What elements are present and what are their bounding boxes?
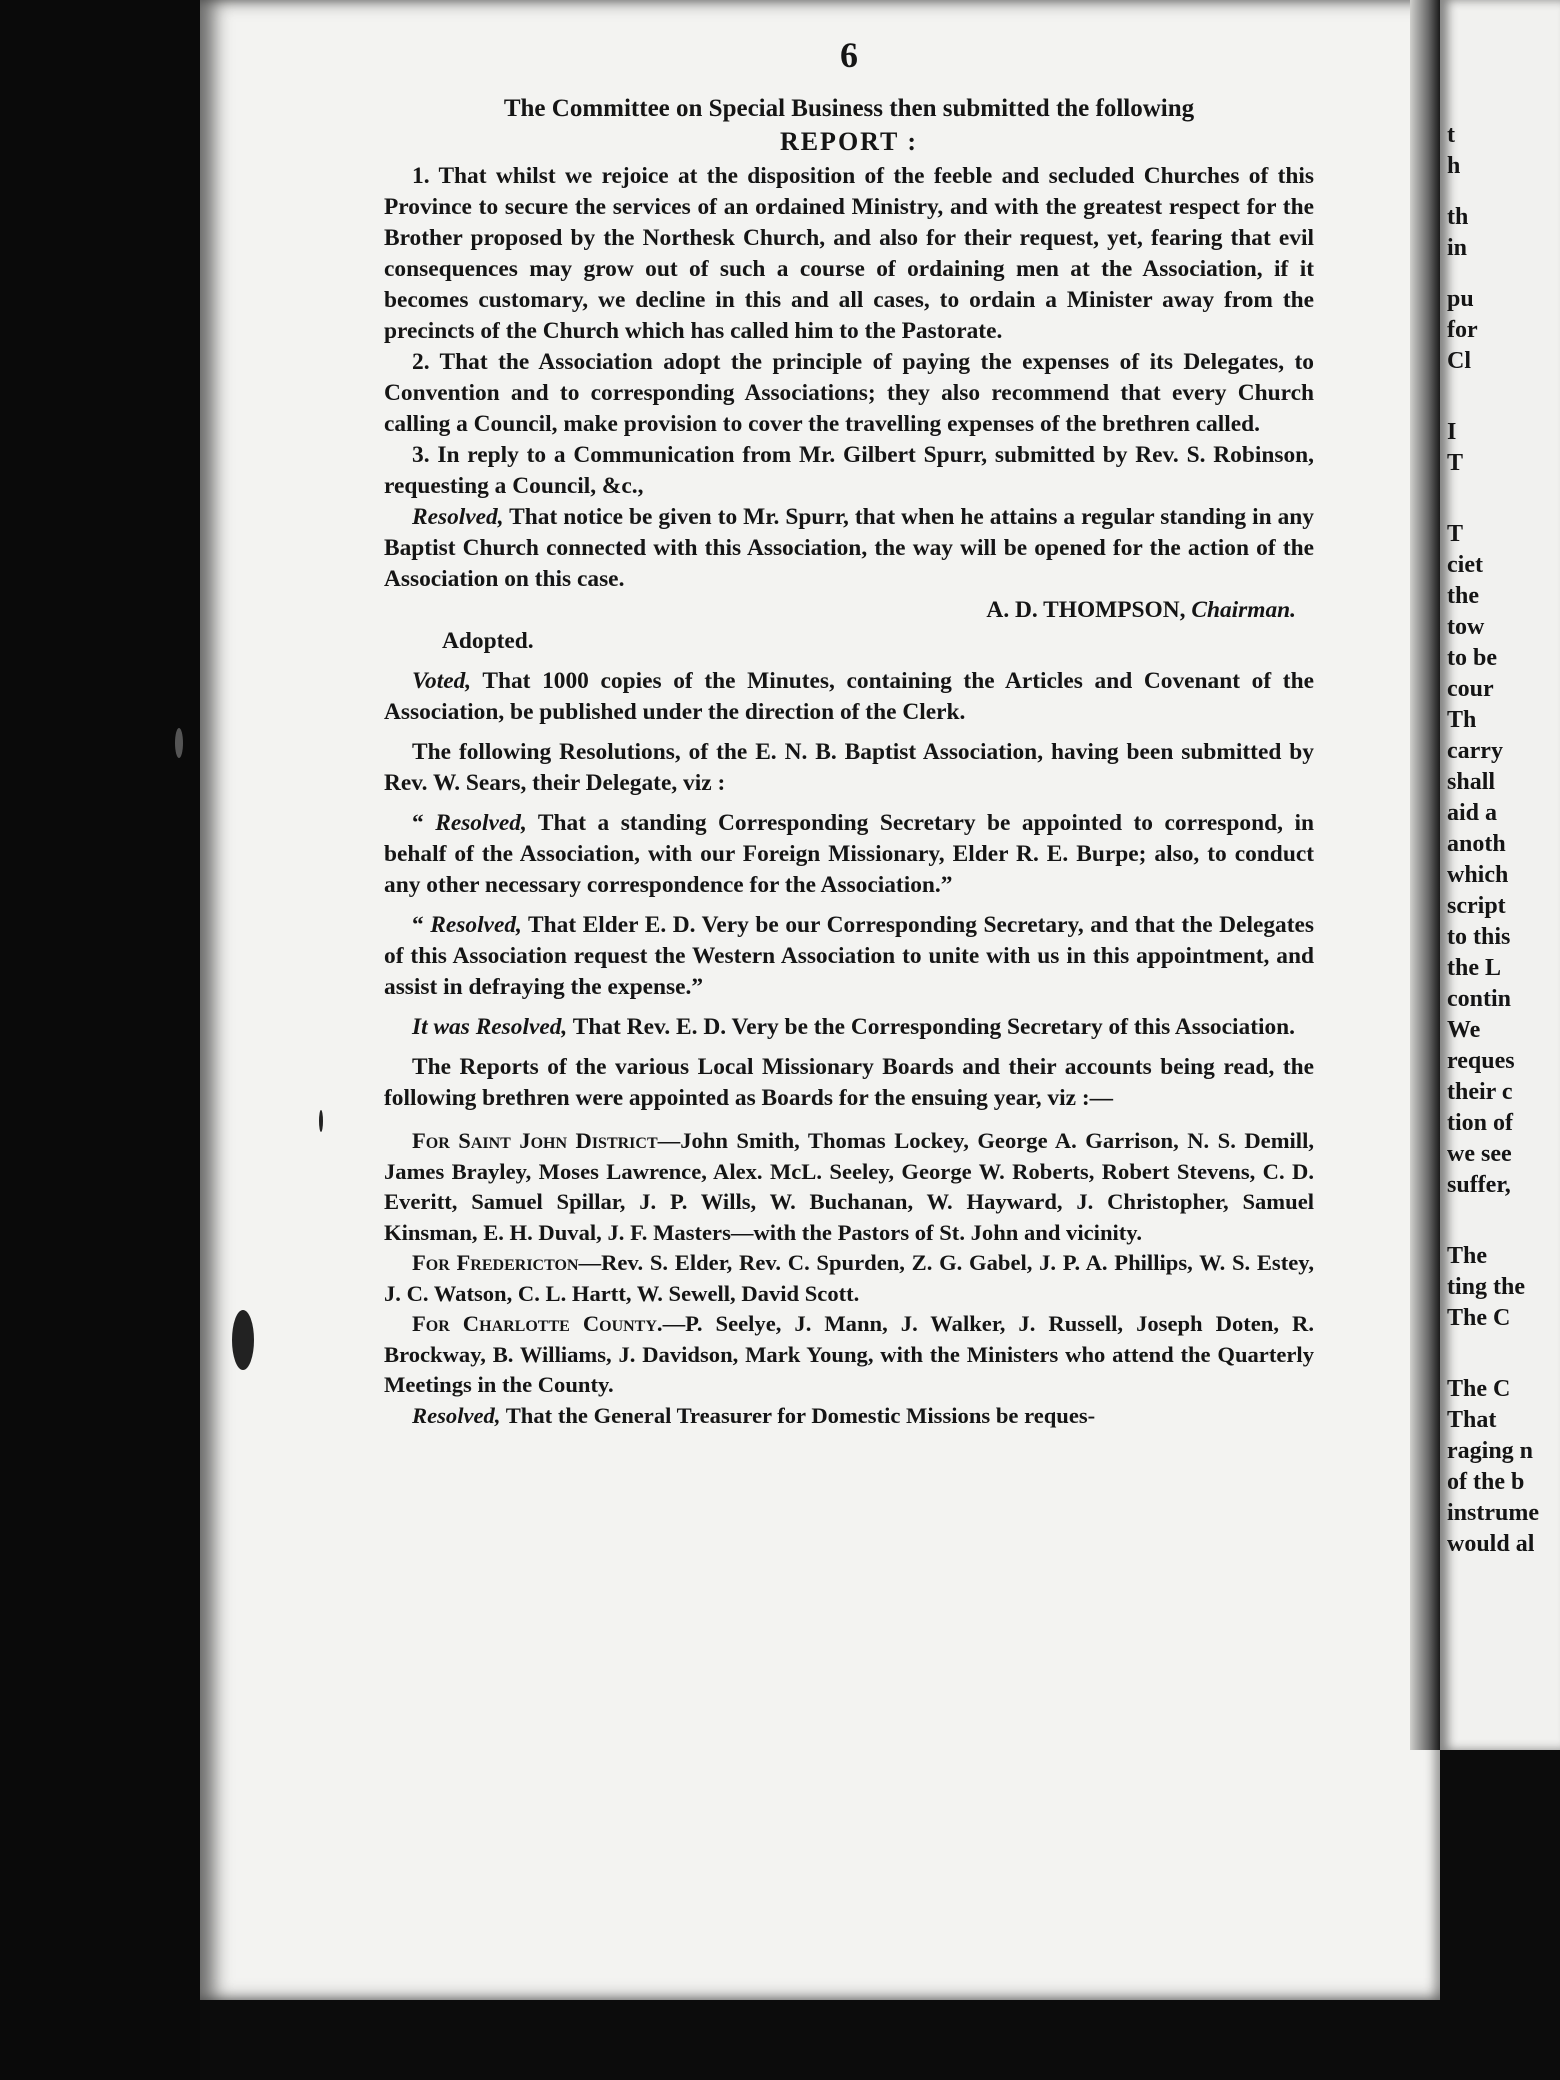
open-quote: “ [412,912,424,938]
adjacent-page-fragment [1447,499,1560,519]
adjacent-page-fragment: we see [1447,1141,1512,1167]
adjacent-page-fragment: T [1447,450,1464,476]
adjacent-page-fragment: We [1447,1017,1481,1043]
adjacent-page-fragment: T [1447,521,1464,547]
adjacent-page-fragment [1447,182,1560,202]
final-resolution [384,1401,1314,1432]
board-charlotte-county [384,1309,1314,1401]
voted-paragraph [384,666,1314,728]
resolution-text: That a standing Corresponding Secretary be appointed to correspond, in behalf of the Association, with our Foreign Missionary, Elder R. E. Burpe; also, to conduct any other necessary correspondence for the Association.” [384,810,1314,898]
adjacent-page-fragment: cour [1447,676,1494,702]
adjacent-page-fragment: contin [1447,986,1512,1012]
adjacent-page-fragment: for [1447,317,1478,343]
scan-border-left [0,0,200,2080]
voted-text: That 1000 copies of the Minutes, containing the Articles and Covenant of the Association, be published under the direction of the Clerk. [384,668,1314,725]
adjacent-page-fragment: the [1447,583,1479,609]
report-item-1: 1. That whilst we rejoice at the disposition of the feeble and secluded Churches of this Province to secure the services of an ordained Ministry, and with the greatest respect for the Brother proposed by the Northesk Church, and also for their request, yet, fearing that evil consequences may grow out of such a course of ordaining men at the Association, if it becomes customary, we decline in this and all cases, to ordain a Minister away from the precincts of the Church which has called him to the Pastorate. [384,163,1314,344]
adjacent-page-fragment: carry [1447,738,1503,764]
scan-speck [175,728,183,758]
adjacent-page-fragment: The C [1447,1305,1511,1331]
enb-intro-paragraph: The following Resolutions, of the E. N. B. Baptist Association, having been submitted by Rev. W. Sears, their Delegate, viz : [384,739,1314,796]
adjacent-page-fragment: pu [1447,286,1474,312]
it-was-resolved-paragraph [384,1012,1314,1043]
resolution-text: That Elder E. D. Very be our Corresponding Secretary, and that the Delegates of this Association request the Western Association to unite with us in this appointment, and assist in defraying the expense.” [384,912,1314,1000]
report-title: REPORT : [779,127,919,156]
resolved-label: Resolved, [412,1402,501,1428]
board-label: For Saint John District [412,1128,658,1153]
adjacent-page-fragment: The [1447,1243,1488,1269]
page-content [384,35,1314,1431]
adjacent-page-fragment: to be [1447,645,1497,671]
adjacent-page-fragment [1447,1221,1560,1241]
adjacent-page-fragment: script [1447,893,1506,919]
board-members: —John Smith, Thomas Lockey, George A. Garrison, N. S. Demill, James Brayley, Moses Lawrence, Alex. McL. Seeley, George W. Roberts, Robert Stevens, C. D. Everitt, Samuel Spillar, J. P. Wills, W. Buchanan, W. Hayward, J. Christopher, Samuel Kinsman, E. H. Duval, J. F. Masters—with the Pastors of St. John and vicinity. [384,1128,1314,1245]
board-label: For Fredericton [412,1250,579,1275]
adjacent-page-fragment: which [1447,862,1509,888]
boards-list [384,1126,1314,1431]
adjacent-page-fragment: raging n [1447,1438,1534,1464]
resolved-label: Resolved, [412,504,504,530]
quoted-resolution-2 [384,910,1314,1003]
adjacent-page-fragment: Th [1447,707,1477,733]
adjacent-page-fragment: tow [1447,614,1485,640]
adjacent-page-fragment: h [1447,153,1461,179]
resolved-label: Resolved, [430,912,522,938]
adjacent-page-fragment: Cl [1447,348,1471,374]
board-fredericton [384,1248,1314,1309]
adjacent-page-fragment [1447,264,1560,284]
adjacent-page-fragment [1447,1201,1560,1221]
adjacent-page-fragment: That [1447,1407,1497,1433]
adjacent-page-fragment: their c [1447,1079,1513,1105]
page-number: 6 [840,35,858,75]
adjacent-page-fragment: instrume [1447,1500,1539,1526]
adopted-note: Adopted. [442,628,534,654]
scan-speck [319,1110,323,1132]
adjacent-page-fragment: the L [1447,955,1501,981]
board-label: For Charlotte County. [412,1311,663,1336]
adjacent-page-fragment: The C [1447,1376,1511,1402]
quoted-resolution-1 [384,808,1314,901]
adjacent-page-fragment: in [1447,235,1468,261]
adjacent-page-fragment [1447,479,1560,499]
signature-name: A. D. THOMPSON, [986,597,1186,623]
adjacent-page-fragment [1447,397,1560,417]
report-item-2: 2. That the Association adopt the principle of paying the expenses of its Delegates, to Convention and to corresponding Associations; they also recommend that every Church calling a Council, make provision to cover the travelling expenses of the brethren called. [384,349,1314,437]
resolved-text: That notice be given to Mr. Spurr, that when he attains a regular standing in any Baptist Church connected with this Association, the way will be opened for the action of the Association on this case. [384,504,1314,592]
board-saint-john [384,1126,1314,1248]
board-members: —P. Seelye, J. Mann, J. Walker, J. Russell, Joseph Doten, R. Brockway, B. Williams, J. Davidson, Mark Young, with the Ministers who attend the Quarterly Meetings in the County. [384,1311,1314,1397]
report-item-3-resolution [384,502,1314,595]
adjacent-page-fragment: aid a [1447,800,1498,826]
final-resolution-text: That the General Treasurer for Domestic Missions be reques- [505,1402,1096,1428]
adjacent-page-fragment: of the b [1447,1469,1525,1495]
adjacent-page-fragment: ciet [1447,552,1483,578]
adjacent-page-fragment: would al [1447,1531,1535,1557]
it-was-resolved-text: That Rev. E. D. Very be the Corresponding Secretary of this Association. [572,1014,1296,1040]
it-was-resolved-label: It was Resolved, [412,1014,568,1040]
voted-label: Voted, [412,668,472,694]
adjacent-page-fragment [1447,1354,1560,1374]
report-item-3: 3. In reply to a Communication from Mr. Gilbert Spurr, submitted by Rev. S. Robinson, requesting a Council, &c., [384,442,1314,499]
adjacent-page-fragment [1447,377,1560,397]
adjacent-page-fragment: th [1447,204,1469,230]
adjacent-page-fragment [1447,1334,1560,1354]
scan-border-bottom [200,2000,1560,2080]
page-gutter-fold [1410,0,1440,1750]
resolved-label: Resolved, [435,810,527,836]
adjacent-page-fragment: to this [1447,924,1511,950]
adjacent-page-fragment: I [1447,419,1457,445]
adjacent-page-fragment: tion of [1447,1110,1513,1136]
signature-title: Chairman. [1191,597,1296,623]
report-intro: The Committee on Special Business then submitted the following [503,95,1195,122]
adjacent-page-fragment: suffer, [1447,1172,1511,1198]
adjacent-page-fragment: reques [1447,1048,1515,1074]
adjacent-page-fragment: anoth [1447,831,1506,857]
signature [384,595,1314,626]
open-quote: “ [412,810,424,836]
adjacent-page-fragment: shall [1447,769,1496,795]
scan-border-right [1440,1750,1560,2080]
reports-paragraph: The Reports of the various Local Missionary Boards and their accounts being read, the following brethren were appointed as Boards for the ensuing year, viz :— [384,1054,1314,1111]
adjacent-page-text [1447,120,1560,1560]
scan-speck [232,1310,254,1370]
adjacent-page-fragment: ting the [1447,1274,1525,1300]
adjacent-page-fragment: t [1447,122,1455,148]
board-members: —Rev. S. Elder, Rev. C. Spurden, Z. G. Gabel, J. P. A. Phillips, W. S. Estey, J. C. Watson, C. L. Hartt, W. Sewell, David Scott. [384,1250,1314,1306]
